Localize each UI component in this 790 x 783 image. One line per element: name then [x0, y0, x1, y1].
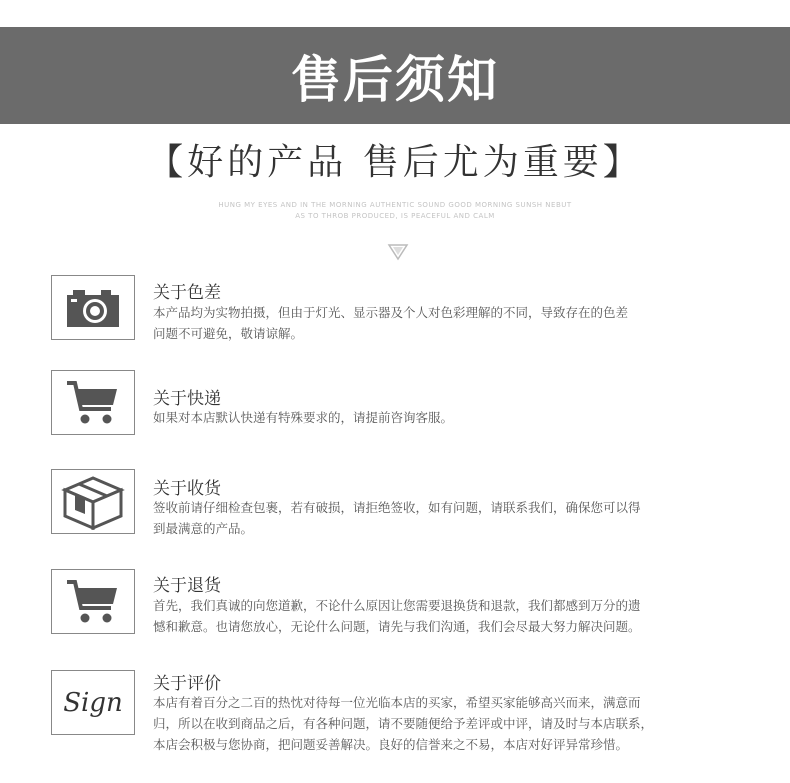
package-icon-box — [51, 469, 135, 534]
section-line: 归，所以在收到商品之后，有各种问题，请不要随便给予差评或中评，请及时与本店联系， — [153, 716, 654, 731]
header-banner — [0, 27, 790, 124]
sign-icon: Sign — [63, 687, 123, 718]
section-title: 关于退货 — [153, 576, 221, 596]
section-body — [153, 407, 743, 428]
section-title: 关于评价 — [153, 674, 221, 694]
package-icon — [61, 474, 125, 530]
camera-icon — [65, 287, 121, 329]
section-title: 关于快递 — [153, 389, 221, 409]
section-line: 本店会积极与您协商，把问题妥善解决。良好的信誉来之不易，本店对好评异常珍惜。 — [153, 737, 629, 752]
cart-icon — [65, 379, 121, 427]
down-arrow-icon — [387, 241, 409, 263]
cart-icon-box — [51, 569, 135, 634]
section-line: 本产品均为实物拍摄，但由于灯光、显示器及个人对色彩理解的不同，导致存在的色差 — [153, 305, 629, 320]
english-tagline-1: HUNG MY EYES AND IN THE MORNING AUTHENTIC SOUND GOOD MORNING SUNSH NEBUT — [218, 201, 572, 209]
section-line: 首先，我们真诚的向您道歉，不论什么原因让您需要退换货和退款，我们都感到万分的遗 — [153, 598, 641, 613]
section-body — [153, 302, 743, 344]
camera-icon-box — [51, 275, 135, 340]
section-line: 如果对本店默认快递有特殊要求的，请提前咨询客服。 — [153, 410, 454, 425]
section-title: 关于色差 — [153, 283, 221, 303]
cart-icon — [65, 578, 121, 626]
cart-icon-box — [51, 370, 135, 435]
section-line: 签收前请仔细检查包裹，若有破损，请拒绝签收，如有问题，请联系我们，确保您可以得 — [153, 500, 641, 515]
section-line: 问题不可避免，敬请谅解。 — [153, 326, 304, 341]
section-line: 到最满意的产品。 — [153, 521, 254, 536]
section-body — [153, 497, 743, 539]
sign-icon-box — [51, 670, 135, 735]
english-tagline-2: AS TO THROB PRODUCED, IS PEACEFUL AND CALM — [295, 212, 495, 220]
subtitle: 【好的产品 售后尤为重要】 — [147, 142, 643, 183]
page-title: 售后须知 — [291, 50, 499, 109]
section-line: 憾和歉意。也请您放心，无论什么问题，请先与我们沟通，我们会尽最大努力解决问题。 — [153, 619, 641, 634]
section-line: 本店有着百分之二百的热忱对待每一位光临本店的买家，希望买家能够高兴而来，满意而 — [153, 695, 641, 710]
section-body — [153, 692, 743, 755]
section-title: 关于收货 — [153, 479, 221, 499]
section-body — [153, 595, 743, 637]
